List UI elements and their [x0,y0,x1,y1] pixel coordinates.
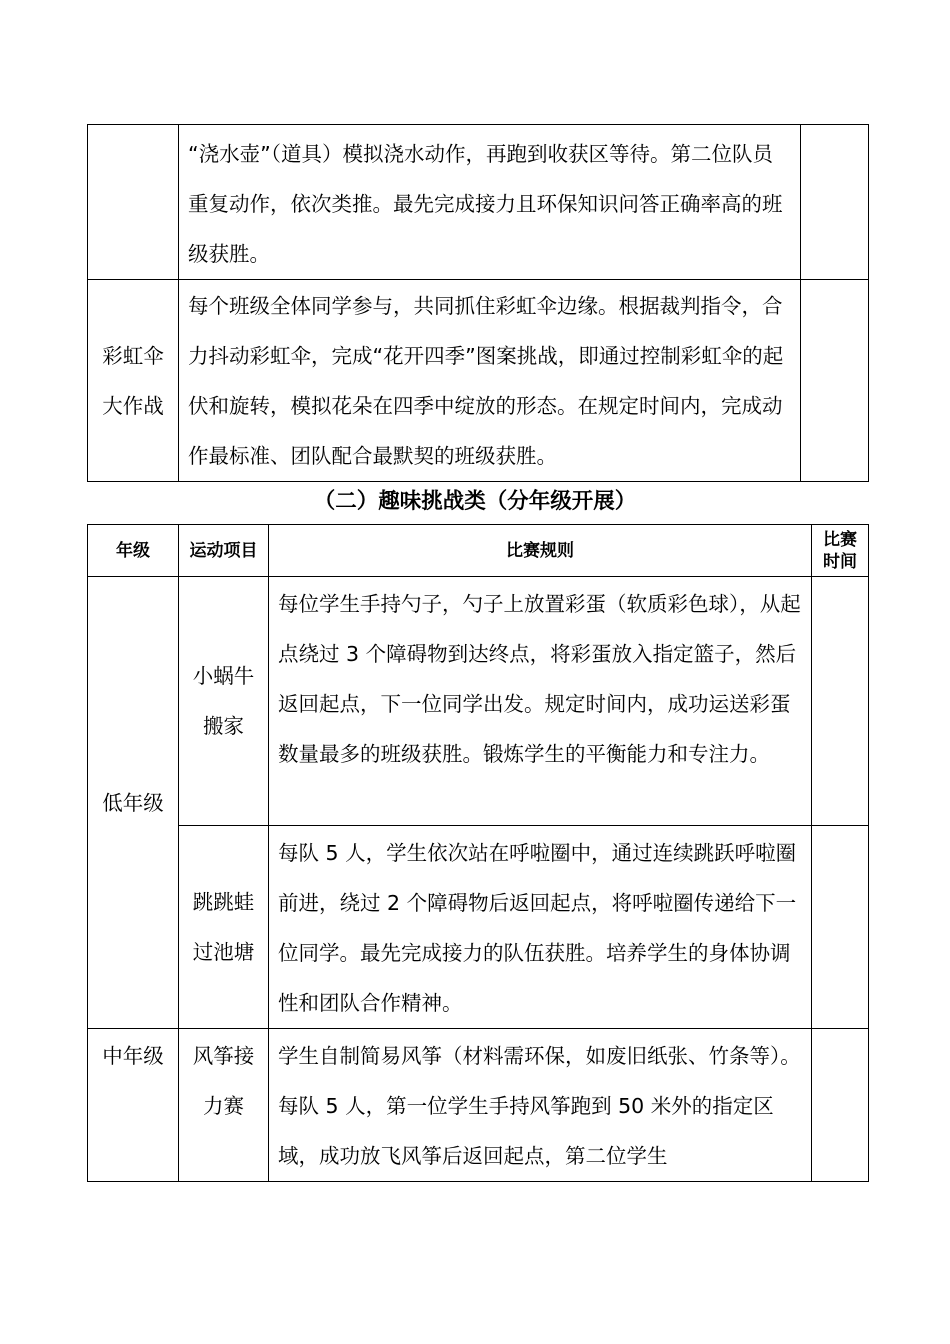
event-time-cell [801,280,869,482]
section-heading: （二）趣味挑战类（分年级开展） [313,489,637,514]
event-rules-cell: 学生自制简易风筝（材料需环保，如废旧纸张、竹条等）。每队 5 人，第一位学生手持风筝跑到 50 米外的指定区域，成功放飞风筝后返回起点，第二位学生 [269,1029,812,1182]
header-rules: 比赛规则 [269,525,812,577]
event-name-cell: 跳跳蛙过池塘 [179,826,269,1029]
fun-challenge-table [87,524,869,1182]
table-row [88,125,869,280]
table-row [88,1029,869,1182]
activity-table-continued [87,124,869,482]
event-time-cell [801,125,869,280]
table-row [88,577,869,826]
event-rules-cell: 每队 5 人，学生依次站在呼啦圈中，通过连续跳跃呼啦圈前进，绕过 2 个障碍物后返回起点，将呼啦圈传递给下一位同学。最先完成接力的队伍获胜。培养学生的身体协调性和团队合作精神。 [269,826,812,1029]
header-grade: 年级 [88,525,179,577]
event-name-cell: 彩虹伞大作战 [88,280,179,482]
event-name-cell [88,125,179,280]
event-time-cell [812,1029,869,1182]
table-row [88,826,869,1029]
event-name-cell: 风筝接力赛 [179,1029,269,1182]
table-row [88,280,869,482]
grade-cell: 低年级 [88,577,179,1029]
event-rules-cell: 每个班级全体同学参与，共同抓住彩虹伞边缘。根据裁判指令，合力抖动彩虹伞，完成“花开四季”图案挑战，即通过控制彩虹伞的起伏和旋转，模拟花朵在四季中绽放的形态。在规定时间内，完成动作最标准、团队配合最默契的班级获胜。 [179,280,801,482]
header-event: 运动项目 [179,525,269,577]
grade-cell: 中年级 [88,1029,179,1182]
event-rules-cell: “浇水壶”（道具）模拟浇水动作，再跑到收获区等待。第二位队员重复动作，依次类推。最先完成接力且环保知识问答正确率高的班级获胜。 [179,125,801,280]
event-time-cell [812,826,869,1029]
header-time: 比赛时间 [812,525,869,577]
event-name-cell: 小蜗牛搬家 [179,577,269,826]
event-rules-cell: 每位学生手持勺子，勺子上放置彩蛋（软质彩色球），从起点绕过 3 个障碍物到达终点，将彩蛋放入指定篮子，然后返回起点，下一位同学出发。规定时间内，成功运送彩蛋数量最多的班级获胜。锻炼学生的平衡能力和专注力。 [269,577,812,826]
table-header-row [88,525,869,577]
event-time-cell [812,577,869,826]
